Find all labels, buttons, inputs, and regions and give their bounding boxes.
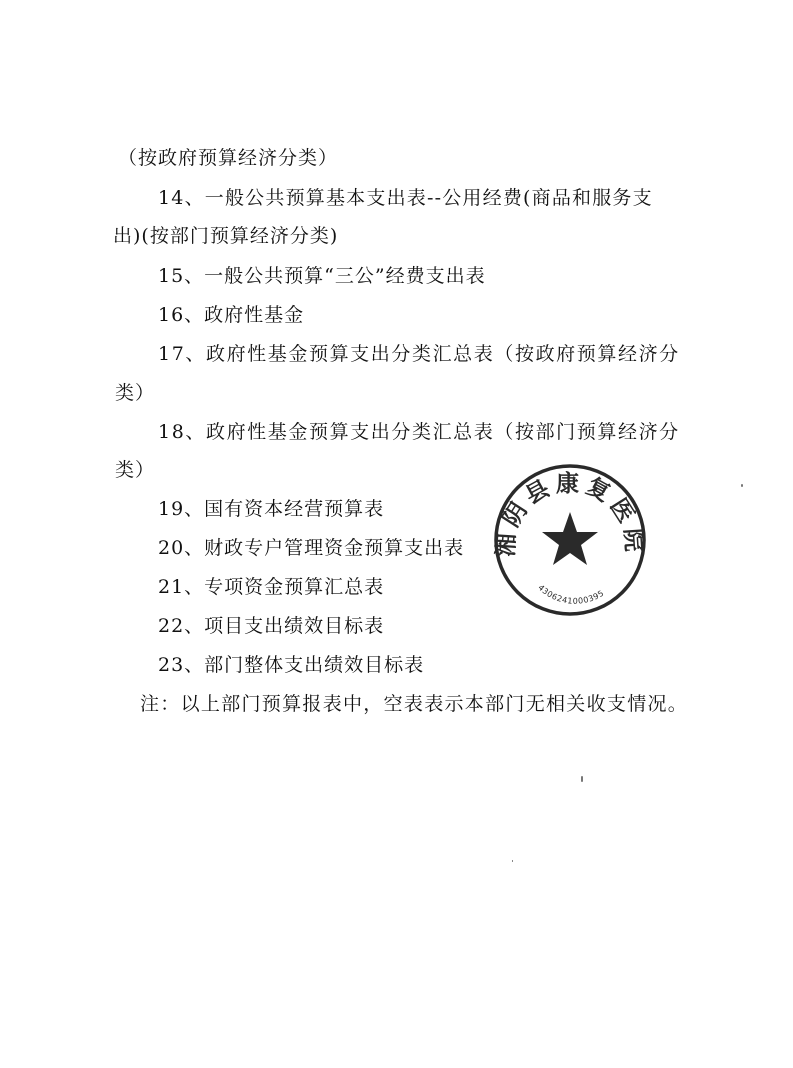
line-4: 15、一般公共预算“三公”经费支出表 bbox=[158, 265, 486, 287]
line-5: 16、政府性基金 bbox=[158, 304, 305, 326]
line-11: 20、财政专户管理资金预算支出表 bbox=[158, 537, 465, 559]
scan-speck bbox=[581, 776, 583, 782]
note-line: 注：以上部门预算报表中，空表表示本部门无相关收支情况。 bbox=[140, 693, 689, 715]
scan-speck bbox=[741, 484, 743, 487]
line-12: 21、专项资金预算汇总表 bbox=[158, 576, 385, 598]
line-9: 类） bbox=[115, 459, 156, 481]
official-seal bbox=[490, 460, 650, 620]
line-13: 22、项目支出绩效目标表 bbox=[158, 615, 385, 637]
seal-name-text: 湘阴县康复医院 bbox=[492, 469, 648, 558]
line-6: 17、政府性基金预算支出分类汇总表（按政府预算经济分 bbox=[158, 343, 680, 365]
line-10: 19、国有资本经营预算表 bbox=[158, 498, 385, 520]
line-3: 出)(按部门预算经济分类) bbox=[113, 225, 339, 247]
line-8: 18、政府性基金预算支出分类汇总表（按部门预算经济分 bbox=[158, 421, 680, 443]
line-2: 14、一般公共预算基本支出表--公用经费(商品和服务支 bbox=[158, 187, 653, 209]
seal-number-text: 4306241000395 bbox=[536, 582, 606, 606]
star-icon bbox=[542, 512, 598, 565]
line-14: 23、部门整体支出绩效目标表 bbox=[158, 654, 425, 676]
line-7: 类） bbox=[115, 382, 156, 404]
scan-speck bbox=[512, 860, 513, 862]
line-1: （按政府预算经济分类） bbox=[118, 147, 339, 169]
